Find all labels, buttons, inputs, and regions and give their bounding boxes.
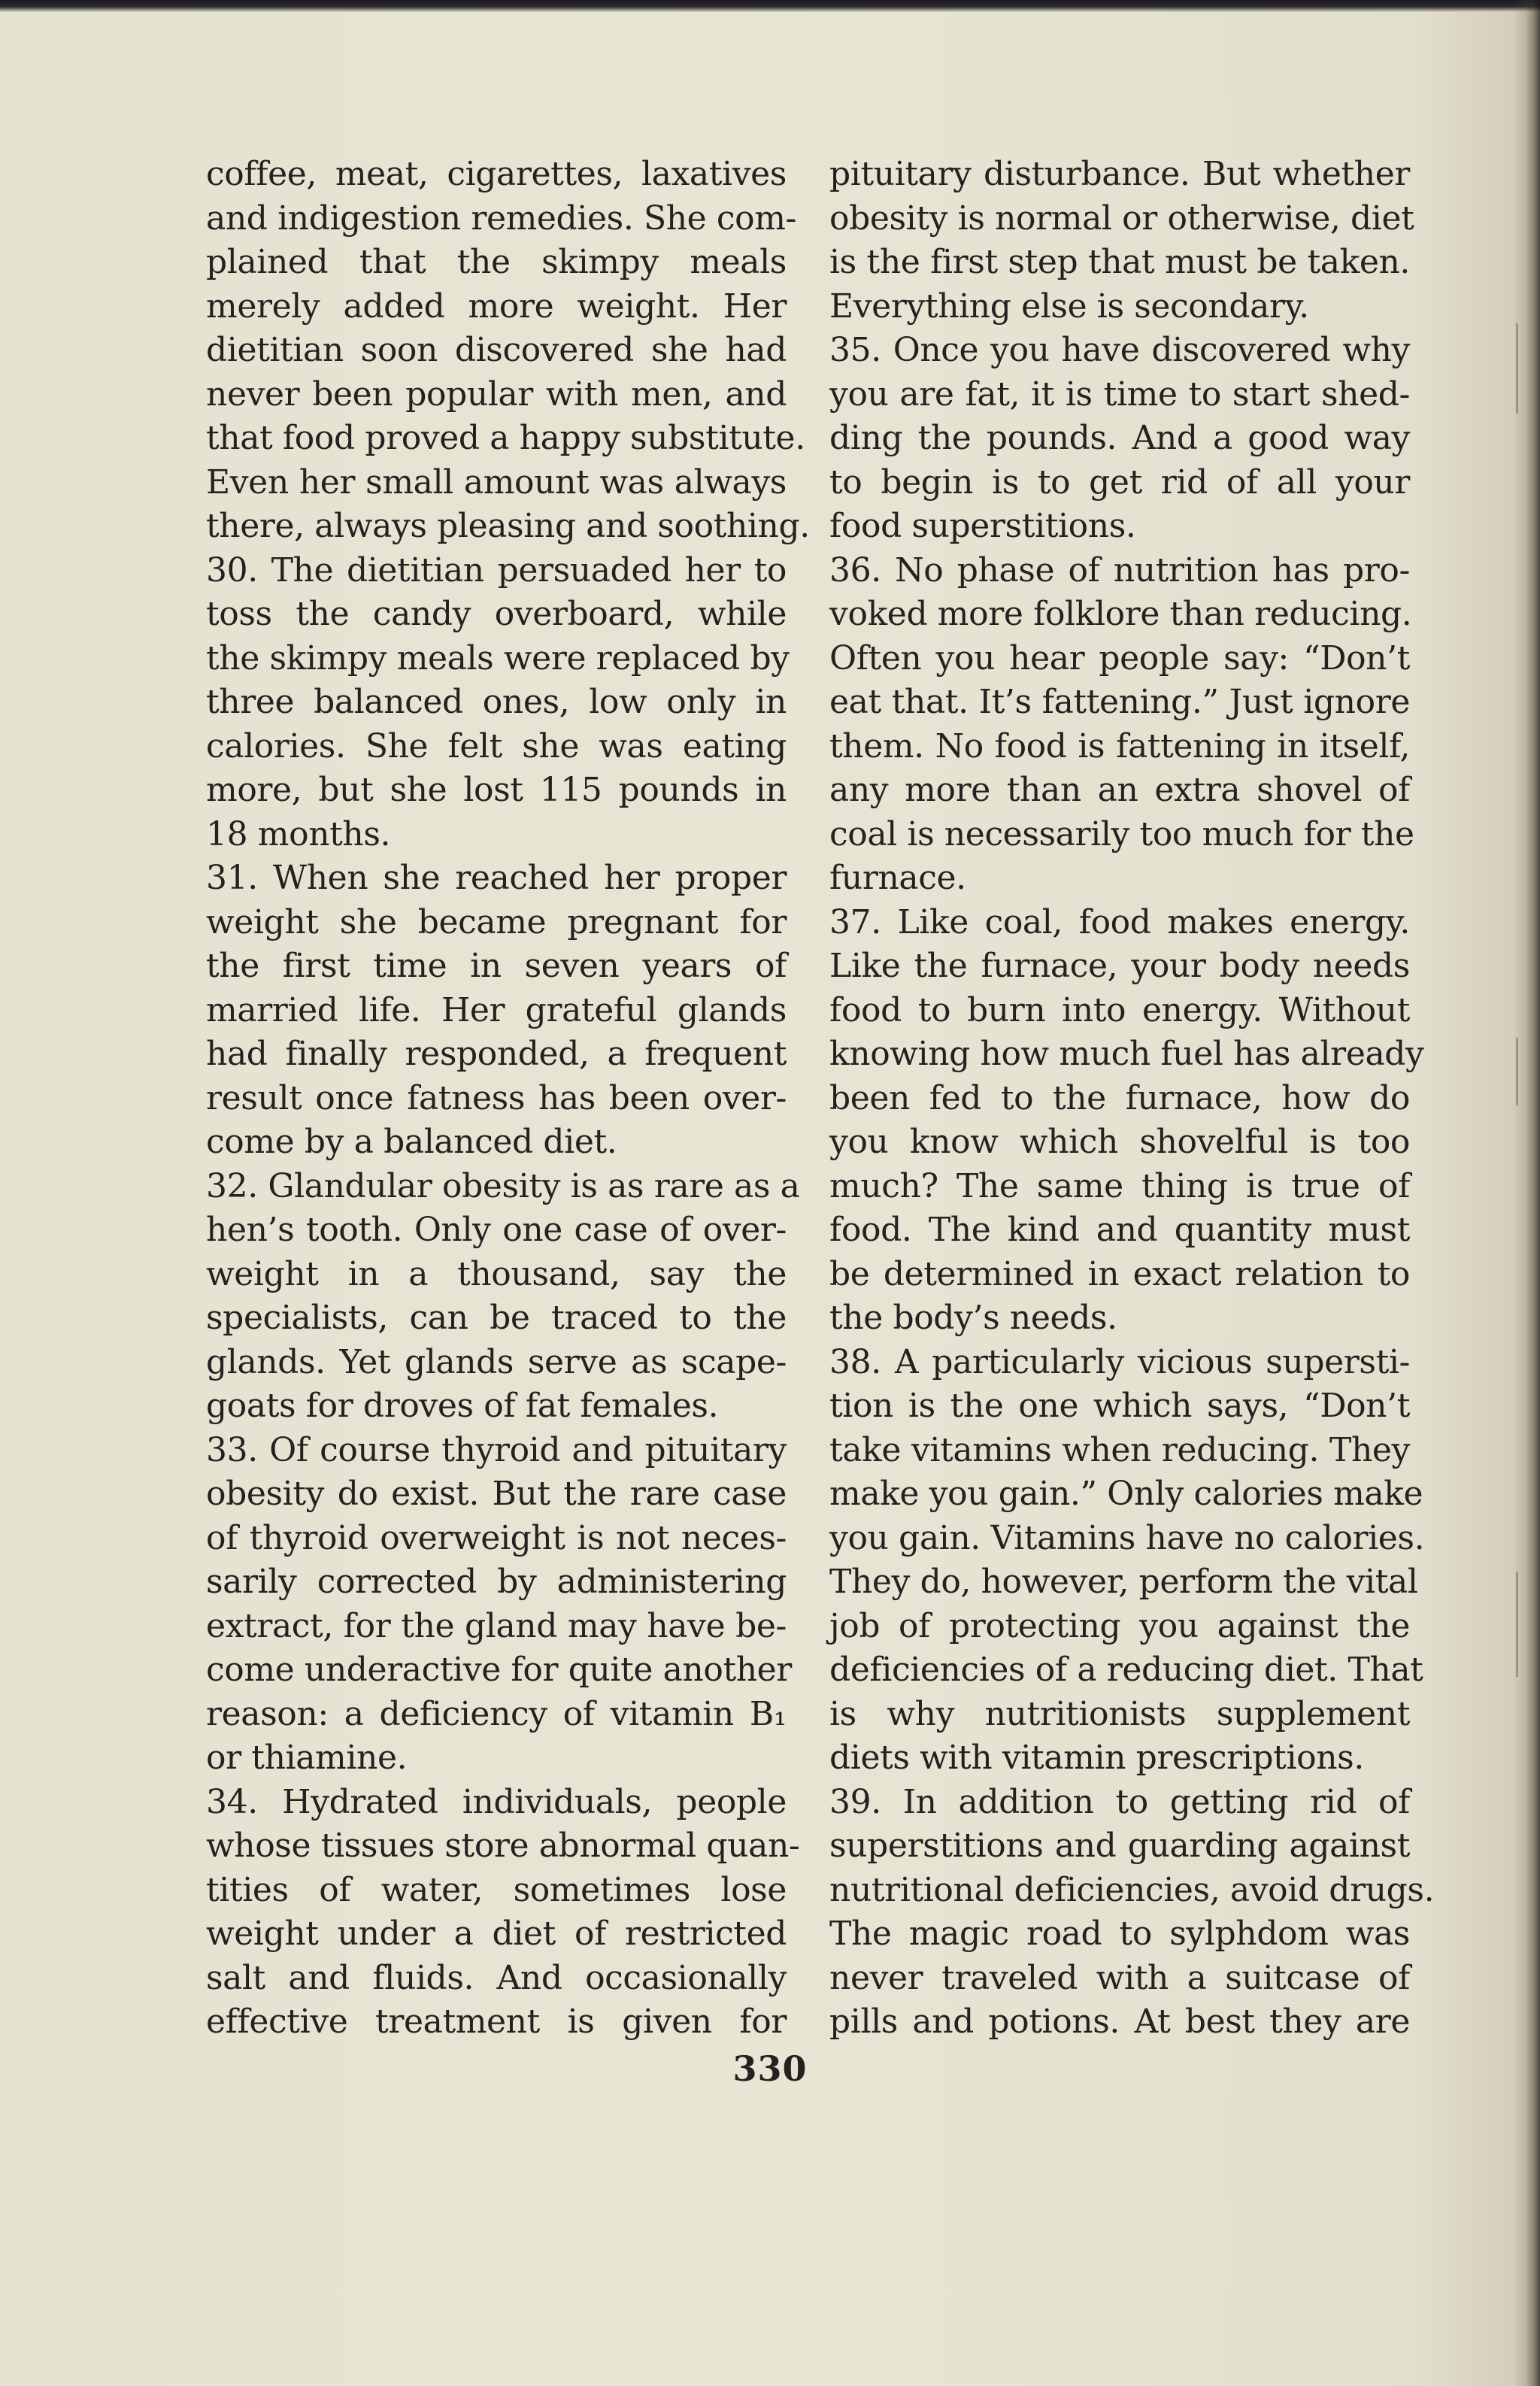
text-line: 31. When she reached her proper [206, 859, 787, 897]
text-line: reason: a deficiency of vitamin B₁ [206, 1694, 787, 1733]
text-line: take vitamins when reducing. They [829, 1430, 1410, 1469]
text-line: coal is necessarily too much for the [829, 814, 1414, 853]
spine-mark [1516, 323, 1518, 414]
text-line: Often you hear people say: “Don’t [829, 638, 1410, 678]
right-text-column [829, 153, 1435, 2045]
text-line: Like the furnace, your body needs [829, 947, 1410, 985]
text-line: food superstitions. [829, 507, 1136, 545]
text-line: job of protecting you against the [829, 1606, 1410, 1645]
text-line: 37. Like coal, food makes energy. [829, 902, 1410, 941]
text-line: merely added more weight. Her [206, 287, 787, 326]
text-line: knowing how much fuel has already [829, 1035, 1424, 1073]
text-line: that food proved a happy substitute. [206, 419, 805, 457]
text-line: salt and fluids. And occasionally [206, 1958, 787, 1997]
text-line: superstitions and guarding against [829, 1827, 1410, 1865]
text-line: more, but she lost 115 pounds in [206, 771, 787, 809]
text-line: pills and potions. At best they are [829, 2002, 1410, 2041]
text-line: there, always pleasing and soothing. [206, 507, 810, 545]
text-line: to begin is to get rid of all your [829, 462, 1410, 502]
text-line: 34. Hydrated individuals, people [206, 1782, 787, 1821]
text-line: 33. Of course thyroid and pituitary [206, 1430, 787, 1469]
text-line: make you gain.” Only calories make [829, 1475, 1423, 1513]
text-line: you are fat, it is time to start shed- [829, 374, 1410, 414]
text-line: tities of water, sometimes lose [206, 1870, 787, 1909]
page-number: 330 [732, 2048, 808, 2089]
text-line: 38. A particularly vicious supersti- [829, 1342, 1410, 1381]
text-line: effective treatment is given for [206, 2002, 787, 2041]
text-line: hen’s tooth. Only one case of over- [206, 1211, 787, 1249]
text-line: Everything else is secondary. [829, 287, 1309, 326]
text-line: 35. Once you have discovered why [829, 331, 1410, 369]
text-line: any more than an extra shovel of [829, 771, 1410, 809]
text-line: dietitian soon discovered she had [206, 331, 787, 369]
text-line: the body’s needs. [829, 1299, 1117, 1337]
text-line: them. No food is fattening in itself, [829, 726, 1410, 766]
text-line: result once fatness has been over- [206, 1078, 787, 1117]
text-line: is why nutritionists supplement [829, 1694, 1410, 1733]
text-line: come by a balanced diet. [206, 1123, 617, 1161]
text-line: specialists, can be traced to the [206, 1299, 787, 1337]
text-line: calories. She felt she was eating [206, 726, 787, 766]
text-line: food to burn into energy. Without [829, 990, 1410, 1029]
text-line: weight she became pregnant for [206, 902, 787, 941]
text-line: obesity do exist. But the rare case [206, 1475, 787, 1513]
text-line: been fed to the furnace, how do [829, 1078, 1410, 1117]
text-line: is the first step that must be taken. [829, 243, 1410, 281]
text-line: weight in a thousand, say the [206, 1254, 787, 1293]
text-line: food. The kind and quantity must [829, 1211, 1410, 1249]
text-line: furnace. [829, 859, 966, 897]
text-line: never been popular with men, and [206, 374, 787, 414]
text-line: The magic road to sylphdom was [829, 1915, 1410, 1953]
text-line: extract, for the gland may have be- [206, 1606, 787, 1645]
text-line: much? The same thing is true of [829, 1166, 1410, 1205]
text-line: toss the candy overboard, while [206, 595, 787, 633]
text-line: 39. In addition to getting rid of [829, 1782, 1410, 1821]
text-line: voked more folklore than reducing. [829, 595, 1412, 633]
text-line: diets with vitamin prescriptions. [829, 1739, 1364, 1777]
text-line: coffee, meat, cigarettes, laxatives [206, 155, 787, 193]
text-line: the skimpy meals were replaced by [206, 638, 790, 678]
text-line: goats for droves of fat females. [206, 1387, 719, 1425]
text-line: tion is the one which says, “Don’t [829, 1387, 1410, 1425]
text-line: whose tissues store abnormal quan- [206, 1827, 800, 1865]
text-line: 32. Glandular obesity is as rare as a [206, 1166, 800, 1205]
text-line: married life. Her grateful glands [206, 990, 787, 1029]
text-line: never traveled with a suitcase of [829, 1958, 1410, 1997]
text-line: and indigestion remedies. She com- [206, 199, 797, 238]
text-line: weight under a diet of restricted [206, 1915, 787, 1953]
text-line: 30. The dietitian persuaded her to [206, 550, 787, 590]
text-line: or thiamine. [206, 1739, 408, 1777]
text-line: glands. Yet glands serve as scape- [206, 1342, 787, 1381]
text-line: three balanced ones, low only in [206, 683, 787, 721]
text-line: plained that the skimpy meals [206, 243, 787, 281]
text-line: deficiencies of a reducing diet. That [829, 1651, 1423, 1689]
text-line: of thyroid overweight is not neces- [206, 1518, 787, 1557]
text-line: obesity is normal or otherwise, diet [829, 199, 1414, 238]
text-line: 36. No phase of nutrition has pro- [829, 550, 1410, 590]
text-line: pituitary disturbance. But whether [829, 155, 1410, 193]
text-line: you know which shovelful is too [829, 1123, 1410, 1161]
left-text-column [206, 153, 810, 2045]
text-line: the first time in seven years of [206, 947, 787, 985]
text-line: come underactive for quite another [206, 1651, 792, 1689]
text-line: you gain. Vitamins have no calories. [829, 1518, 1425, 1557]
text-line: eat that. It’s fattening.” Just ignore [829, 683, 1410, 721]
text-line: They do, however, perform the vital [829, 1563, 1418, 1601]
text-line: sarily corrected by administering [206, 1563, 787, 1601]
text-line: 18 months. [206, 814, 391, 853]
text-line: Even her small amount was always [206, 462, 787, 502]
spine-mark [1516, 1572, 1518, 1677]
text-line: ding the pounds. And a good way [829, 419, 1410, 457]
spine-mark [1516, 1038, 1518, 1105]
text-line: nutritional deficiencies, avoid drugs. [829, 1870, 1435, 1909]
text-line: had finally responded, a frequent [206, 1035, 787, 1073]
text-line: be determined in exact relation to [829, 1254, 1410, 1293]
page-top-edge [0, 0, 1540, 12]
